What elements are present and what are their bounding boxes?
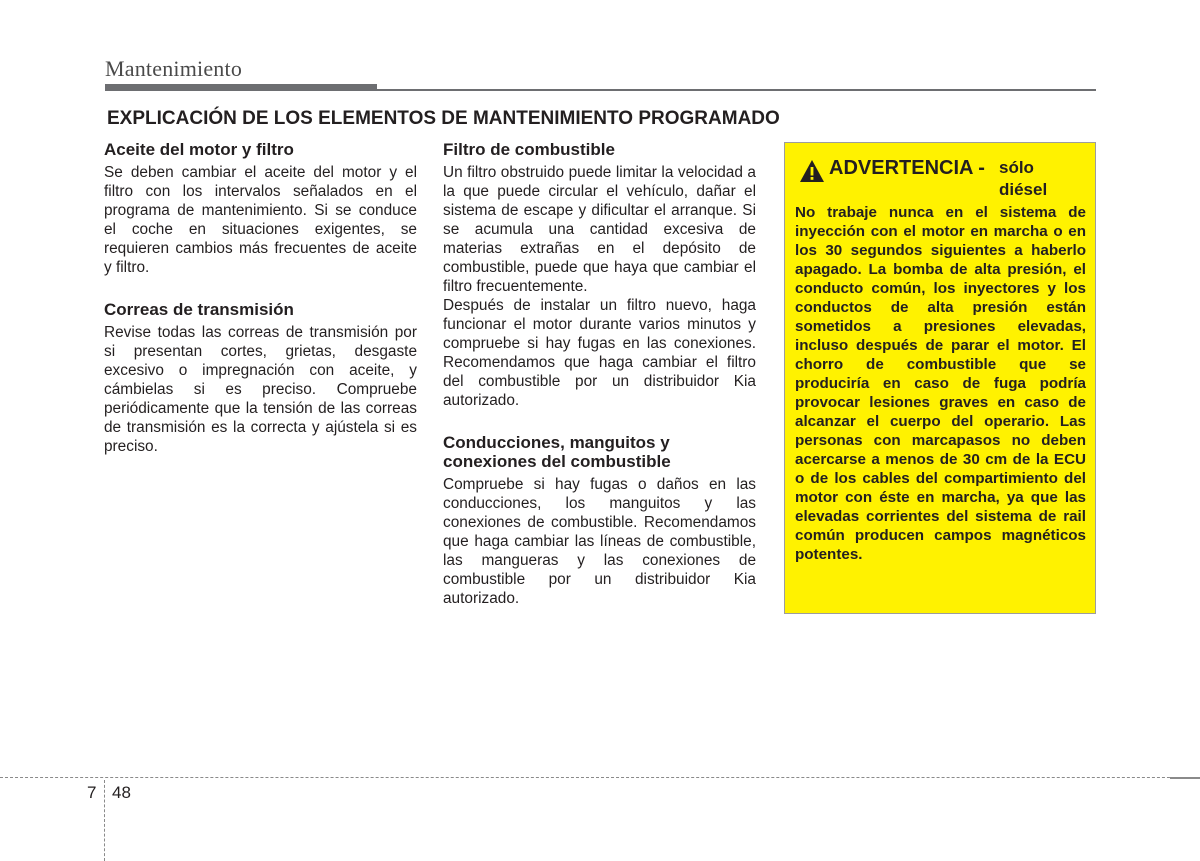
paragraph-drive-belts: Revise todas las correas de transmisión por si presentan cortes, grietas, desgaste excesivo o impregnación con aceite, y cámbielas si es preciso. Compruebe periódicamente que la tensión de las correas de transmisión es la correcta y ajústela si es preciso. <box>104 324 417 455</box>
warning-text: No trabaje nunca en el sistema de inyección con el motor en marcha o en los 30 segundos siguientes a haberlo apagado. La bomba de alta presión, el conducto común, los inyectores y los conductos de alta presión están sometidos a presiones elevadas, incluso después de parar el motor. El chorro de combustible que se produciría en caso de fuga podría provocar lesiones graves en caso de alcanzar el cuerpo del operario. Las personas con marcapasos no deben acercarse a menos de 30 cm de la ECU o de los cables del compartimiento del motor con éste en marcha, ya que las elevadas corrientes del sistema de rail común producen campos magnéticos potentes. <box>795 204 1086 563</box>
footer-rule <box>0 777 1200 778</box>
page-number: 48 <box>112 783 131 802</box>
warning-header <box>799 157 1089 203</box>
paragraph-fuel-filter-2: Después de instalar un filtro nuevo, haga funcionar el motor durante varios minutos y compruebe si hay fugas en las conexiones. Recomendamos que haga cambiar el filtro del combustible por un distribuidor Kia autorizado. <box>443 297 756 409</box>
paragraph-engine-oil: Se deben cambiar el aceite del motor y el filtro con los intervalos señalados en el programa de mantenimiento. Si se conduce el coche en situaciones exigentes, se requieren cambios más frecuentes de aceite y filtro. <box>104 164 417 276</box>
heading-fuel-lines: Conducciones, manguitos y conexiones del combustible <box>443 433 671 471</box>
paragraph-fuel-filter: Un filtro obstruido puede limitar la velocidad a la que puede circular el vehículo, dañar el sistema de escape y dificultar el arranque. Si se acumula una cantidad excesiva de materias extrañas en el depósito de combustible, puede que haya que cambiar el filtro frecuentemente. <box>443 164 756 295</box>
header-bar-thick <box>105 84 377 91</box>
warning-box <box>784 142 1096 614</box>
text-column-left <box>104 140 417 456</box>
warning-subtitle-2: diésel <box>999 180 1048 199</box>
footer-rule-end <box>1170 777 1200 779</box>
heading-fuel-filter: Filtro de combustible <box>443 140 615 159</box>
warning-subtitle-1: sólo <box>999 158 1034 177</box>
paragraph-fuel-lines: Compruebe si hay fugas o daños en las conducciones, los manguitos y las conexiones de combustible. Recomendamos que haga cambiar las líneas de combustible, las mangueras y las conexiones de combustible por un distribuidor Kia autorizado. <box>443 476 756 607</box>
text-column-middle <box>443 140 756 608</box>
warning-title: ADVERTENCIA - <box>829 157 985 179</box>
heading-drive-belts: Correas de transmisión <box>104 300 294 319</box>
footer-divider <box>104 780 105 861</box>
warning-triangle-icon <box>799 159 825 183</box>
heading-engine-oil: Aceite del motor y filtro <box>104 140 294 159</box>
running-header: Mantenimiento <box>105 56 243 81</box>
chapter-number: 7 <box>87 783 97 802</box>
header-rule <box>377 89 1096 91</box>
section-title: EXPLICACIÓN DE LOS ELEMENTOS DE MANTENIMIENTO PROGRAMADO <box>107 108 780 129</box>
